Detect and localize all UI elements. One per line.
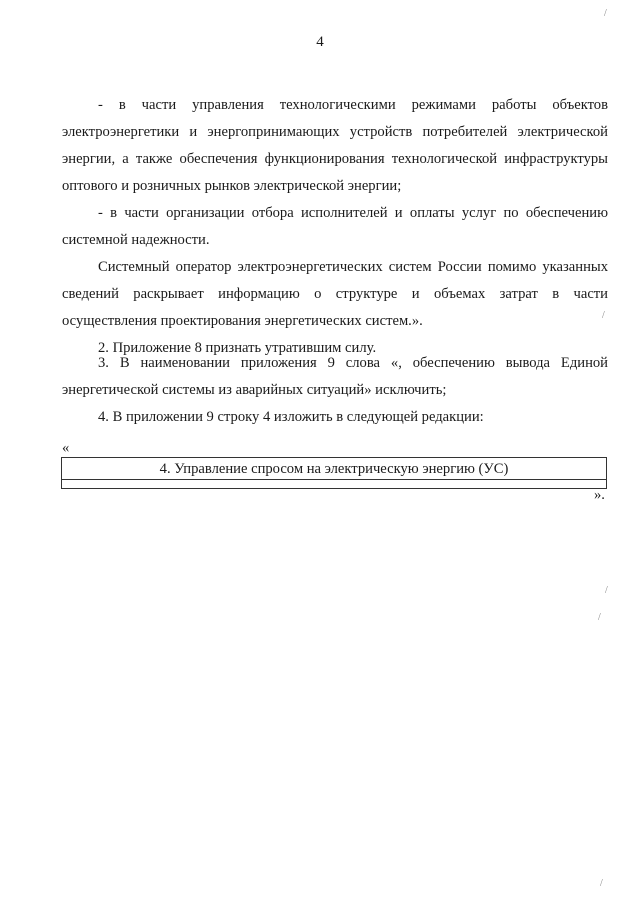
- replacement-table: [61, 457, 607, 489]
- scan-speck: /: [600, 878, 603, 889]
- paragraph-item-3: 3. В наименовании приложения 9 слова «, обеспечению вывода Единой энергетической системы из аварийных ситуаций» исключить;: [62, 355, 608, 398]
- scan-speck: /: [605, 585, 608, 596]
- closing-quote: ».: [594, 487, 605, 503]
- opening-quote: «: [62, 440, 70, 456]
- scan-speck: /: [602, 310, 605, 321]
- paragraph-dispatch-control: - в части управления технологическими режимами работы объектов электроэнергетики и энергопринимающих устройств потребителей электрической энергии, а также обеспечения функционирования технологической инфраструктуры оптового и розничных рынков электрической энергии;: [62, 97, 608, 194]
- scan-speck: /: [604, 8, 607, 19]
- paragraph-system-reliability: - в части организации отбора исполнителей и оплаты услуг по обеспечению системной надежности.: [62, 205, 608, 248]
- page-number: 4: [316, 34, 324, 50]
- paragraph-system-operator: Системный оператор электроэнергетических систем России помимо указанных сведений раскрывает информацию о структуре и объемах затрат в части осуществления проектирования энергетических систем.».: [62, 259, 608, 329]
- paragraph-item-2: 2. Приложение 8 признать утратившим силу.: [98, 340, 377, 356]
- scan-speck: /: [598, 612, 601, 623]
- paragraph-item-4: 4. В приложении 9 строку 4 изложить в следующей редакции:: [98, 409, 484, 425]
- table-row: 4. Управление спросом на электрическую энергию (УС): [62, 458, 606, 480]
